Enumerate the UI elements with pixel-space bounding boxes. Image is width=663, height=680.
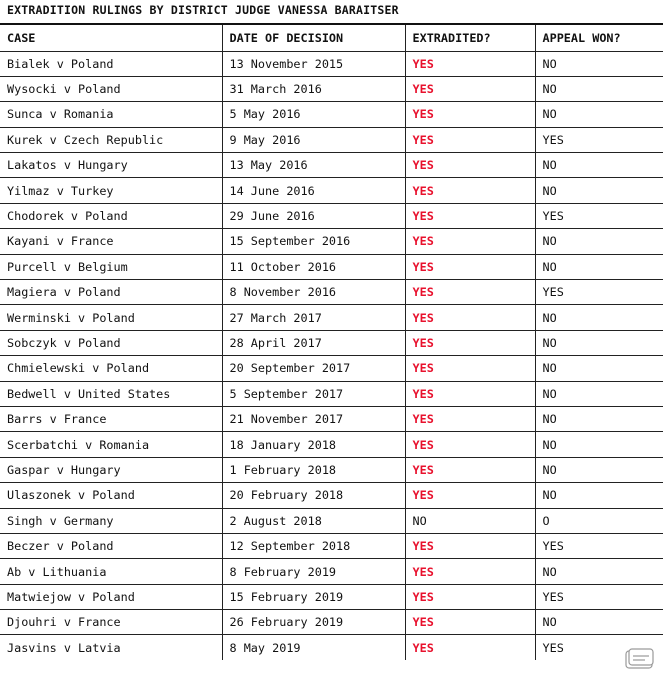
extradited-cell: YES: [405, 483, 535, 508]
extradited-cell: YES: [405, 432, 535, 457]
case-cell: Gaspar v Hungary: [0, 457, 222, 482]
table-row: [0, 203, 663, 228]
extradited-cell: YES: [405, 51, 535, 76]
extradited-cell: YES: [405, 533, 535, 558]
case-cell: Ab v Lithuania: [0, 559, 222, 584]
caption-icon[interactable]: [625, 648, 655, 670]
date-cell: 18 January 2018: [222, 432, 405, 457]
case-cell: Bialek v Poland: [0, 51, 222, 76]
extradited-cell: YES: [405, 229, 535, 254]
case-cell: Chmielewski v Poland: [0, 356, 222, 381]
extradited-cell: YES: [405, 610, 535, 635]
table-row: [0, 178, 663, 203]
appeal-won-cell: YES: [535, 280, 663, 305]
extradited-cell: YES: [405, 76, 535, 101]
appeal-won-cell: YES: [535, 203, 663, 228]
table-row: [0, 533, 663, 558]
appeal-won-cell: YES: [535, 127, 663, 152]
column-header-date: DATE OF DECISION: [222, 24, 405, 51]
extradited-cell: YES: [405, 584, 535, 609]
table-row: [0, 127, 663, 152]
appeal-won-cell: NO: [535, 51, 663, 76]
extradited-cell: NO: [405, 508, 535, 533]
date-cell: 14 June 2016: [222, 178, 405, 203]
extradited-cell: YES: [405, 178, 535, 203]
date-cell: 26 February 2019: [222, 610, 405, 635]
case-cell: Jasvins v Latvia: [0, 635, 222, 660]
case-cell: Sunca v Romania: [0, 102, 222, 127]
appeal-won-cell: NO: [535, 102, 663, 127]
extradited-cell: YES: [405, 280, 535, 305]
date-cell: 9 May 2016: [222, 127, 405, 152]
table-row: [0, 102, 663, 127]
extradited-cell: YES: [405, 127, 535, 152]
table-row: [0, 406, 663, 431]
extradited-cell: YES: [405, 635, 535, 660]
table-row: [0, 229, 663, 254]
appeal-won-cell: YES: [535, 584, 663, 609]
column-header-extradited: EXTRADITED?: [405, 24, 535, 51]
date-cell: 5 September 2017: [222, 381, 405, 406]
appeal-won-cell: YES: [535, 635, 663, 660]
case-cell: Matwiejow v Poland: [0, 584, 222, 609]
appeal-won-cell: NO: [535, 381, 663, 406]
case-cell: Singh v Germany: [0, 508, 222, 533]
case-cell: Yilmaz v Turkey: [0, 178, 222, 203]
case-cell: Chodorek v Poland: [0, 203, 222, 228]
date-cell: 15 September 2016: [222, 229, 405, 254]
table-row: [0, 610, 663, 635]
table-row: [0, 305, 663, 330]
date-cell: 31 March 2016: [222, 76, 405, 101]
extradited-cell: YES: [405, 381, 535, 406]
date-cell: 28 April 2017: [222, 330, 405, 355]
table-row: [0, 254, 663, 279]
table-row: [0, 559, 663, 584]
table-row: [0, 330, 663, 355]
extradited-cell: YES: [405, 559, 535, 584]
case-cell: Bedwell v United States: [0, 381, 222, 406]
appeal-won-cell: NO: [535, 178, 663, 203]
table-row: [0, 584, 663, 609]
case-cell: Scerbatchi v Romania: [0, 432, 222, 457]
date-cell: 12 September 2018: [222, 533, 405, 558]
date-cell: 2 August 2018: [222, 508, 405, 533]
case-cell: Ulaszonek v Poland: [0, 483, 222, 508]
extradited-cell: YES: [405, 203, 535, 228]
appeal-won-cell: NO: [535, 432, 663, 457]
appeal-won-cell: O: [535, 508, 663, 533]
case-cell: Wysocki v Poland: [0, 76, 222, 101]
table-row: [0, 457, 663, 482]
case-cell: Sobczyk v Poland: [0, 330, 222, 355]
case-cell: Purcell v Belgium: [0, 254, 222, 279]
date-cell: 8 November 2016: [222, 280, 405, 305]
table-row: [0, 356, 663, 381]
column-header-appeal: APPEAL WON?: [535, 24, 663, 51]
extradited-cell: YES: [405, 153, 535, 178]
date-cell: 20 February 2018: [222, 483, 405, 508]
appeal-won-cell: NO: [535, 305, 663, 330]
date-cell: 13 November 2015: [222, 51, 405, 76]
case-cell: Werminski v Poland: [0, 305, 222, 330]
appeal-won-cell: NO: [535, 330, 663, 355]
date-cell: 11 October 2016: [222, 254, 405, 279]
case-cell: Magiera v Poland: [0, 280, 222, 305]
table-row: [0, 508, 663, 533]
date-cell: 15 February 2019: [222, 584, 405, 609]
table-row: [0, 635, 663, 660]
extradited-cell: YES: [405, 254, 535, 279]
date-cell: 21 November 2017: [222, 406, 405, 431]
appeal-won-cell: NO: [535, 483, 663, 508]
appeal-won-cell: NO: [535, 559, 663, 584]
date-cell: 1 February 2018: [222, 457, 405, 482]
case-cell: Barrs v France: [0, 406, 222, 431]
appeal-won-cell: YES: [535, 533, 663, 558]
case-cell: Kayani v France: [0, 229, 222, 254]
table-row: [0, 51, 663, 76]
table-header-row: [0, 24, 663, 51]
extradited-cell: YES: [405, 102, 535, 127]
appeal-won-cell: NO: [535, 457, 663, 482]
table-row: [0, 381, 663, 406]
appeal-won-cell: NO: [535, 610, 663, 635]
table-row: [0, 76, 663, 101]
rulings-table: [0, 23, 663, 660]
extradited-cell: YES: [405, 406, 535, 431]
date-cell: 29 June 2016: [222, 203, 405, 228]
table-body: [0, 51, 663, 660]
date-cell: 20 September 2017: [222, 356, 405, 381]
appeal-won-cell: NO: [535, 229, 663, 254]
extradited-cell: YES: [405, 330, 535, 355]
date-cell: 27 March 2017: [222, 305, 405, 330]
appeal-won-cell: NO: [535, 76, 663, 101]
extradited-cell: YES: [405, 457, 535, 482]
table-row: [0, 153, 663, 178]
extradited-cell: YES: [405, 305, 535, 330]
page-title: EXTRADITION RULINGS BY DISTRICT JUDGE VANESSA BARAITSER: [7, 3, 399, 17]
date-cell: 13 May 2016: [222, 153, 405, 178]
date-cell: 8 May 2019: [222, 635, 405, 660]
case-cell: Lakatos v Hungary: [0, 153, 222, 178]
table-row: [0, 432, 663, 457]
case-cell: Beczer v Poland: [0, 533, 222, 558]
column-header-case: CASE: [0, 24, 222, 51]
table-row: [0, 280, 663, 305]
table-row: [0, 483, 663, 508]
appeal-won-cell: NO: [535, 254, 663, 279]
date-cell: 8 February 2019: [222, 559, 405, 584]
appeal-won-cell: NO: [535, 153, 663, 178]
case-cell: Djouhri v France: [0, 610, 222, 635]
appeal-won-cell: NO: [535, 356, 663, 381]
case-cell: Kurek v Czech Republic: [0, 127, 222, 152]
date-cell: 5 May 2016: [222, 102, 405, 127]
extradited-cell: YES: [405, 356, 535, 381]
appeal-won-cell: NO: [535, 406, 663, 431]
